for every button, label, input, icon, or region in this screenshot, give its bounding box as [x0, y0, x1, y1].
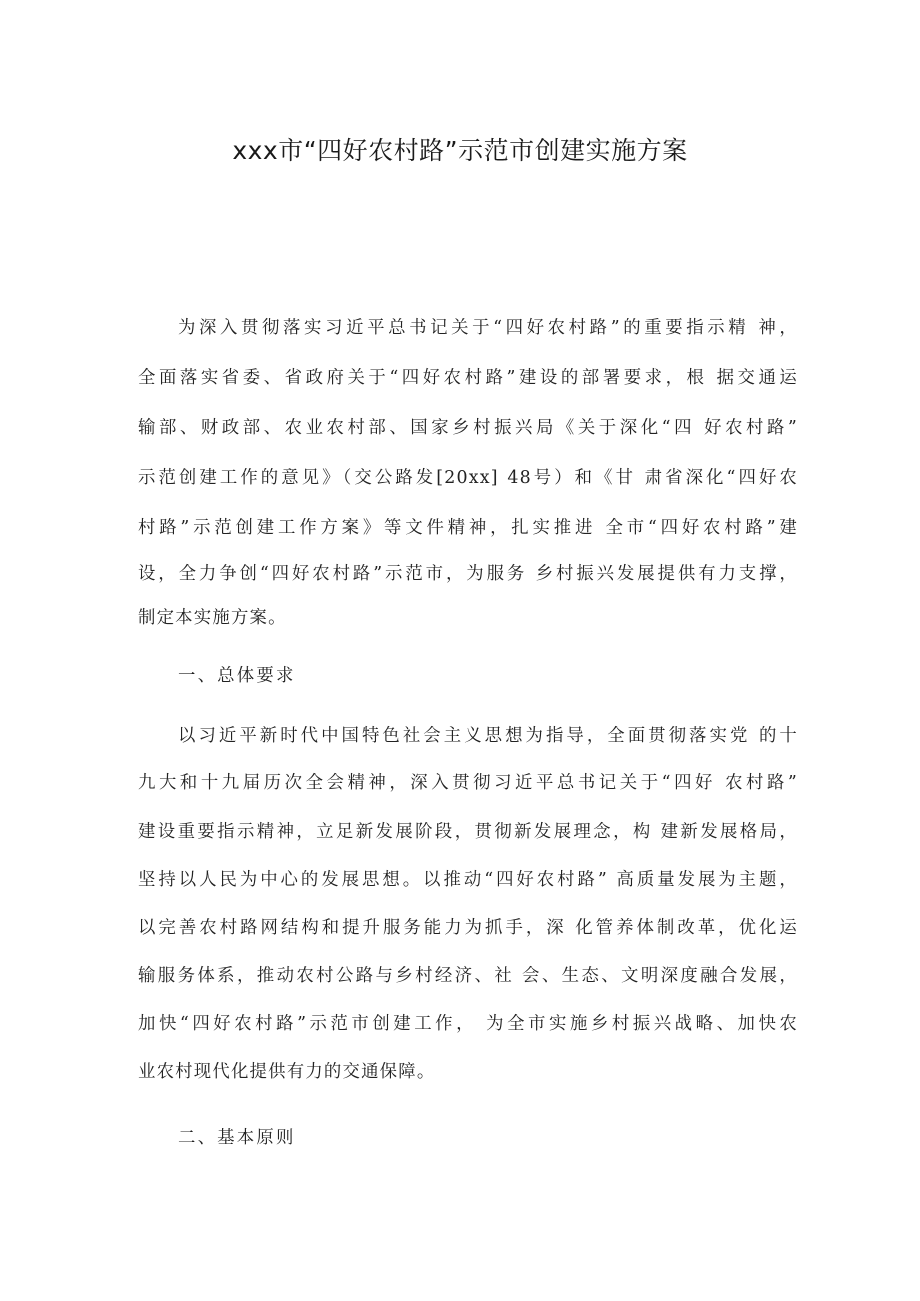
intro-line-3: 输部、财政部、农业农村部、国家乡村振兴局《关于深化“四 好农村路” [138, 418, 798, 438]
section1-line-6: 输服务体系，推动农村公路与乡村经济、社 会、生态、文明深度融合发展， [138, 966, 798, 986]
intro-line-2: 全面落实省委、省政府关于“四好农村路”建设的部署要求，根 据交通运 [138, 368, 798, 388]
section-heading-2: 二、基本原则 [178, 1128, 296, 1148]
intro-line-5: 村路”示范创建工作方案》等文件精神，扎实推进 全市“四好农村路”建 [138, 518, 798, 538]
section1-line-5: 以完善农村路网结构和提升服务能力为抓手，深 化管养体制改革，优化运 [138, 918, 798, 938]
intro-line-1: 为深入贯彻落实习近平总书记关于“四好农村路”的重要指示精 神， [178, 318, 798, 338]
document-title: xxx市“四好农村路”示范市创建实施方案 [232, 136, 688, 165]
section1-line-4: 坚持以人民为中心的发展思想。以推动“四好农村路” 高质量发展为主题， [138, 870, 798, 890]
section1-line-7: 加快“四好农村路”示范市创建工作， 为全市实施乡村振兴战略、加快农 [138, 1014, 798, 1034]
section1-line-2: 九大和十九届历次全会精神，深入贯彻习近平总书记关于“四好 农村路” [138, 773, 798, 793]
section1-line-8: 业农村现代化提供有力的交通保障。 [138, 1062, 436, 1082]
intro-line-4: 示范创建工作的意见》（交公路发[20xx] 48号）和《甘 肃省深化“四好农 [138, 468, 798, 488]
intro-line-7: 制定本实施方案。 [138, 608, 287, 628]
intro-line-6: 设，全力争创“四好农村路”示范市，为服务 乡村振兴发展提供有力支撑， [138, 564, 798, 584]
section1-line-1: 以习近平新时代中国特色社会主义思想为指导，全面贯彻落实党 的十 [178, 726, 798, 746]
section-heading-1: 一、总体要求 [178, 666, 296, 686]
section1-line-3: 建设重要指示精神，立足新发展阶段，贯彻新发展理念，构 建新发展格局， [138, 822, 798, 842]
